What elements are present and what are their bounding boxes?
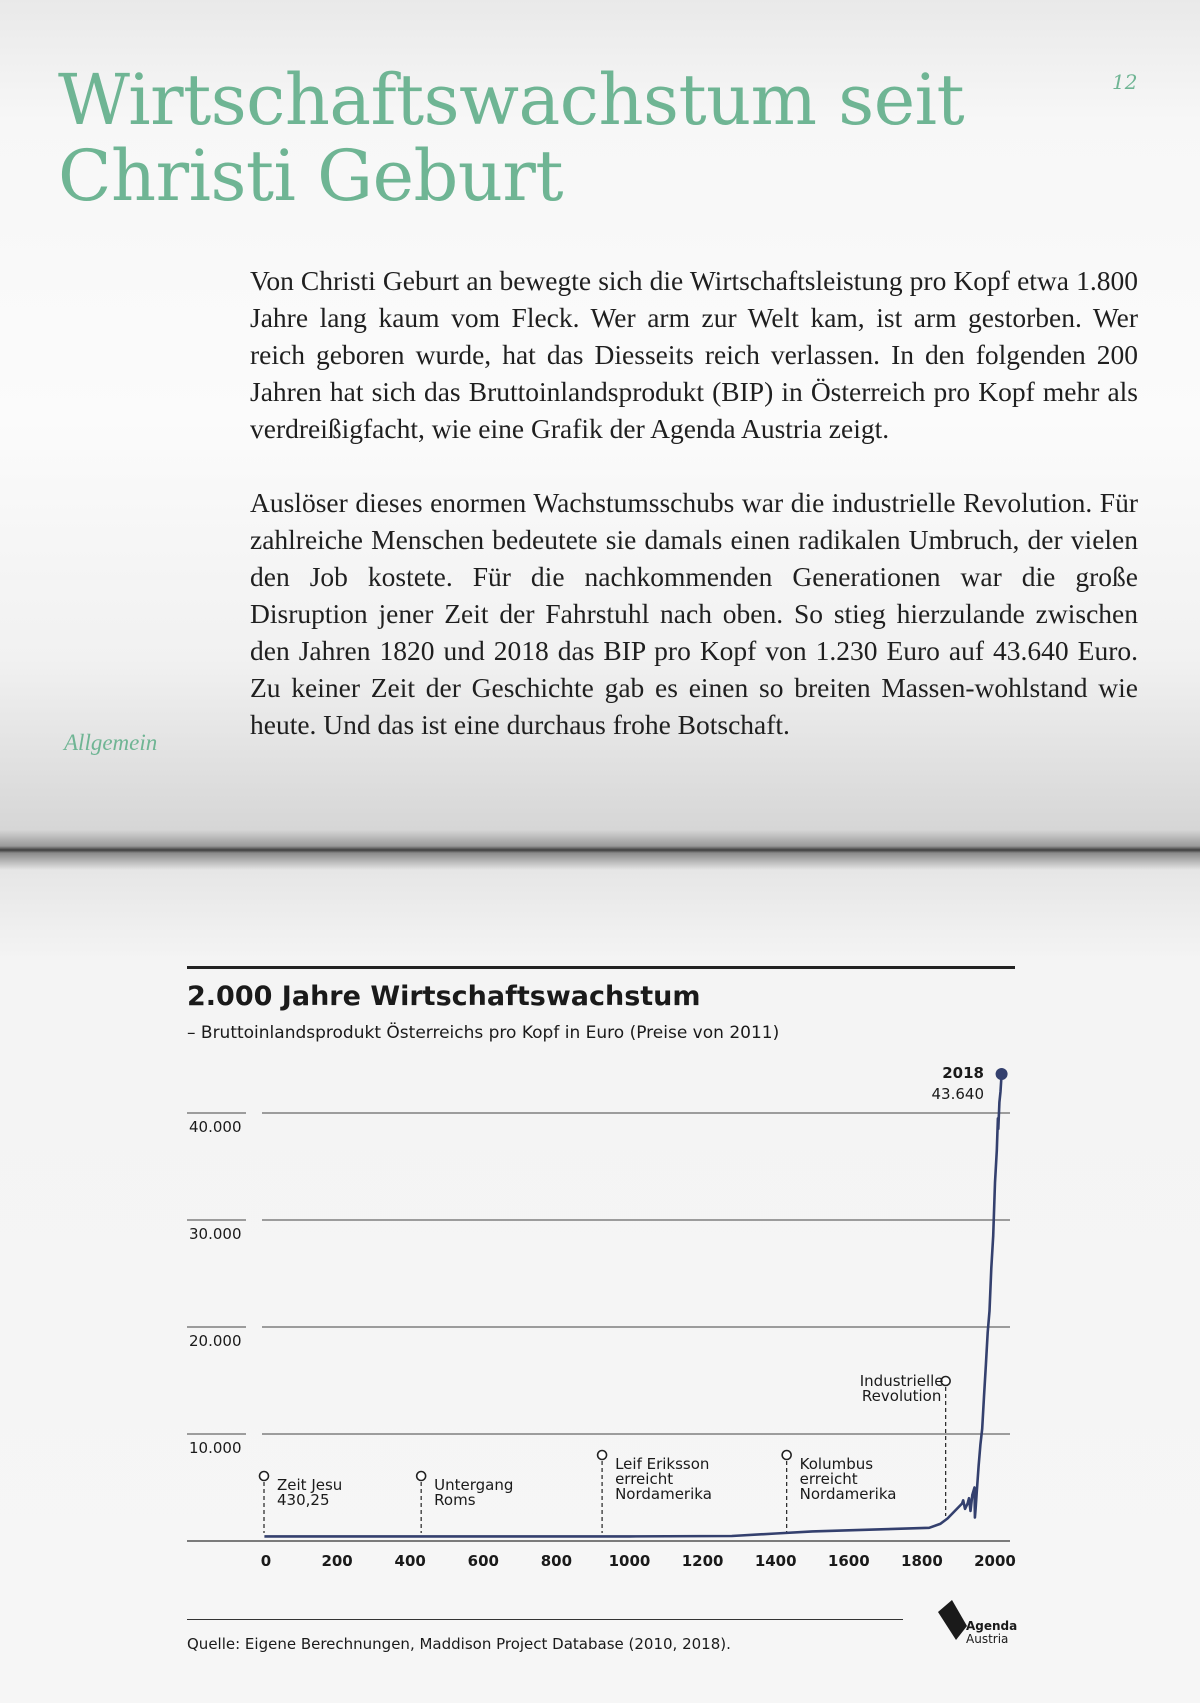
x-tick-label: 1800 (901, 1552, 943, 1570)
annotation-label: Kolumbus (799, 1455, 874, 1473)
y-tick-label: 40.000 (189, 1118, 242, 1136)
end-point-value-label: 43.640 (931, 1085, 984, 1103)
annotation-marker (417, 1472, 426, 1481)
chart-subtitle: – Bruttoinlandsprodukt Österreichs pro Kopf in Euro (Preise von 2011) (187, 1023, 780, 1043)
y-tick-label: 20.000 (189, 1332, 242, 1350)
logo-text-line-1: Agenda (966, 1619, 1018, 1633)
annotation-label: Nordamerika (799, 1485, 897, 1503)
logo-text-line-2: Austria (966, 1632, 1009, 1646)
chart-bottom-rule (187, 1619, 903, 1620)
page-title-line-2: Christi Geburt (58, 135, 564, 217)
category-label: Allgemein (64, 730, 158, 755)
annotation-marker (598, 1451, 607, 1460)
x-tick-label: 600 (467, 1552, 499, 1570)
x-tick-label: 800 (540, 1552, 573, 1570)
annotation-label: Nordamerika (615, 1485, 712, 1503)
chart-source: Quelle: Eigene Berechnungen, Maddison Project Database (2010, 2018). (187, 1635, 731, 1653)
annotation-label: Leif Eriksson (615, 1455, 710, 1473)
y-tick-label: 30.000 (189, 1225, 242, 1243)
end-point-marker (996, 1068, 1008, 1080)
annotation-label: Industrielle (859, 1372, 944, 1390)
page-title-line-1: Wirtschaftswachstum seit (58, 59, 965, 141)
page-number: 12 (1112, 70, 1138, 94)
annotation-label: erreicht (799, 1470, 858, 1488)
annotation-label: Zeit Jesu (277, 1476, 343, 1494)
annotation-label: Revolution (861, 1387, 942, 1405)
end-point-year-label: 2018 (942, 1064, 984, 1082)
annotation-label: 430,25 (277, 1491, 330, 1509)
chart-title: 2.000 Jahre Wirtschaftswachstum (187, 981, 701, 1012)
agenda-austria-logo (934, 1598, 1018, 1648)
y-tick-label: 10.000 (189, 1439, 242, 1457)
article-paragraph: Auslöser dieses enormen Wachstumsschubs war die industrielle Revolution. Für zahlreiche Menschen bedeutete sie damals einen radikalen Umbruch, der vielen den Job kostete. Für die nachkommenden Generationen war die große Disruption jener Zeit der Fahrstuhl nach oben. So stieg hierzulande zwischen den Jahren 1820 und 2018 das BIP pro Kopf von 1.230 Euro auf 43.640 Euro. Zu keiner Zeit der Geschichte gab es einen so breiten Massen-wohlstand wie heute. Und das ist eine durchaus frohe Botschaft. (250, 487, 1138, 740)
annotation-marker (782, 1451, 791, 1460)
x-tick-label: 1600 (827, 1552, 870, 1570)
x-tick-label: 1000 (608, 1552, 651, 1570)
x-tick-label: 0 (260, 1552, 272, 1570)
article-paragraph: Von Christi Geburt an bewegte sich die Wirtschaftsleistung pro Kopf etwa 1.800 Jahre lang kaum vom Fleck. Wer arm zur Welt kam, ist arm gestorben. Wer reich geboren wurde, hat das Diesseits reich verlassen. In den folgenden 200 Jahren hat sich das Bruttoinlandsprodukt (BIP) in Österreich pro Kopf mehr als verdreißigfacht, wie eine Grafik der Agenda Austria zeigt. (250, 265, 1138, 444)
x-tick-label: 1400 (754, 1552, 797, 1570)
annotation-label: erreicht (615, 1470, 674, 1488)
logo-mark-icon (934, 1598, 968, 1644)
x-tick-label: 2000 (974, 1552, 1016, 1570)
x-tick-label: 1200 (681, 1552, 724, 1570)
annotation-label: Roms (434, 1491, 476, 1509)
x-tick-label: 200 (321, 1552, 353, 1570)
annotation-label: Untergang (434, 1476, 514, 1494)
x-tick-label: 400 (394, 1552, 426, 1570)
annotation-marker (260, 1472, 269, 1481)
